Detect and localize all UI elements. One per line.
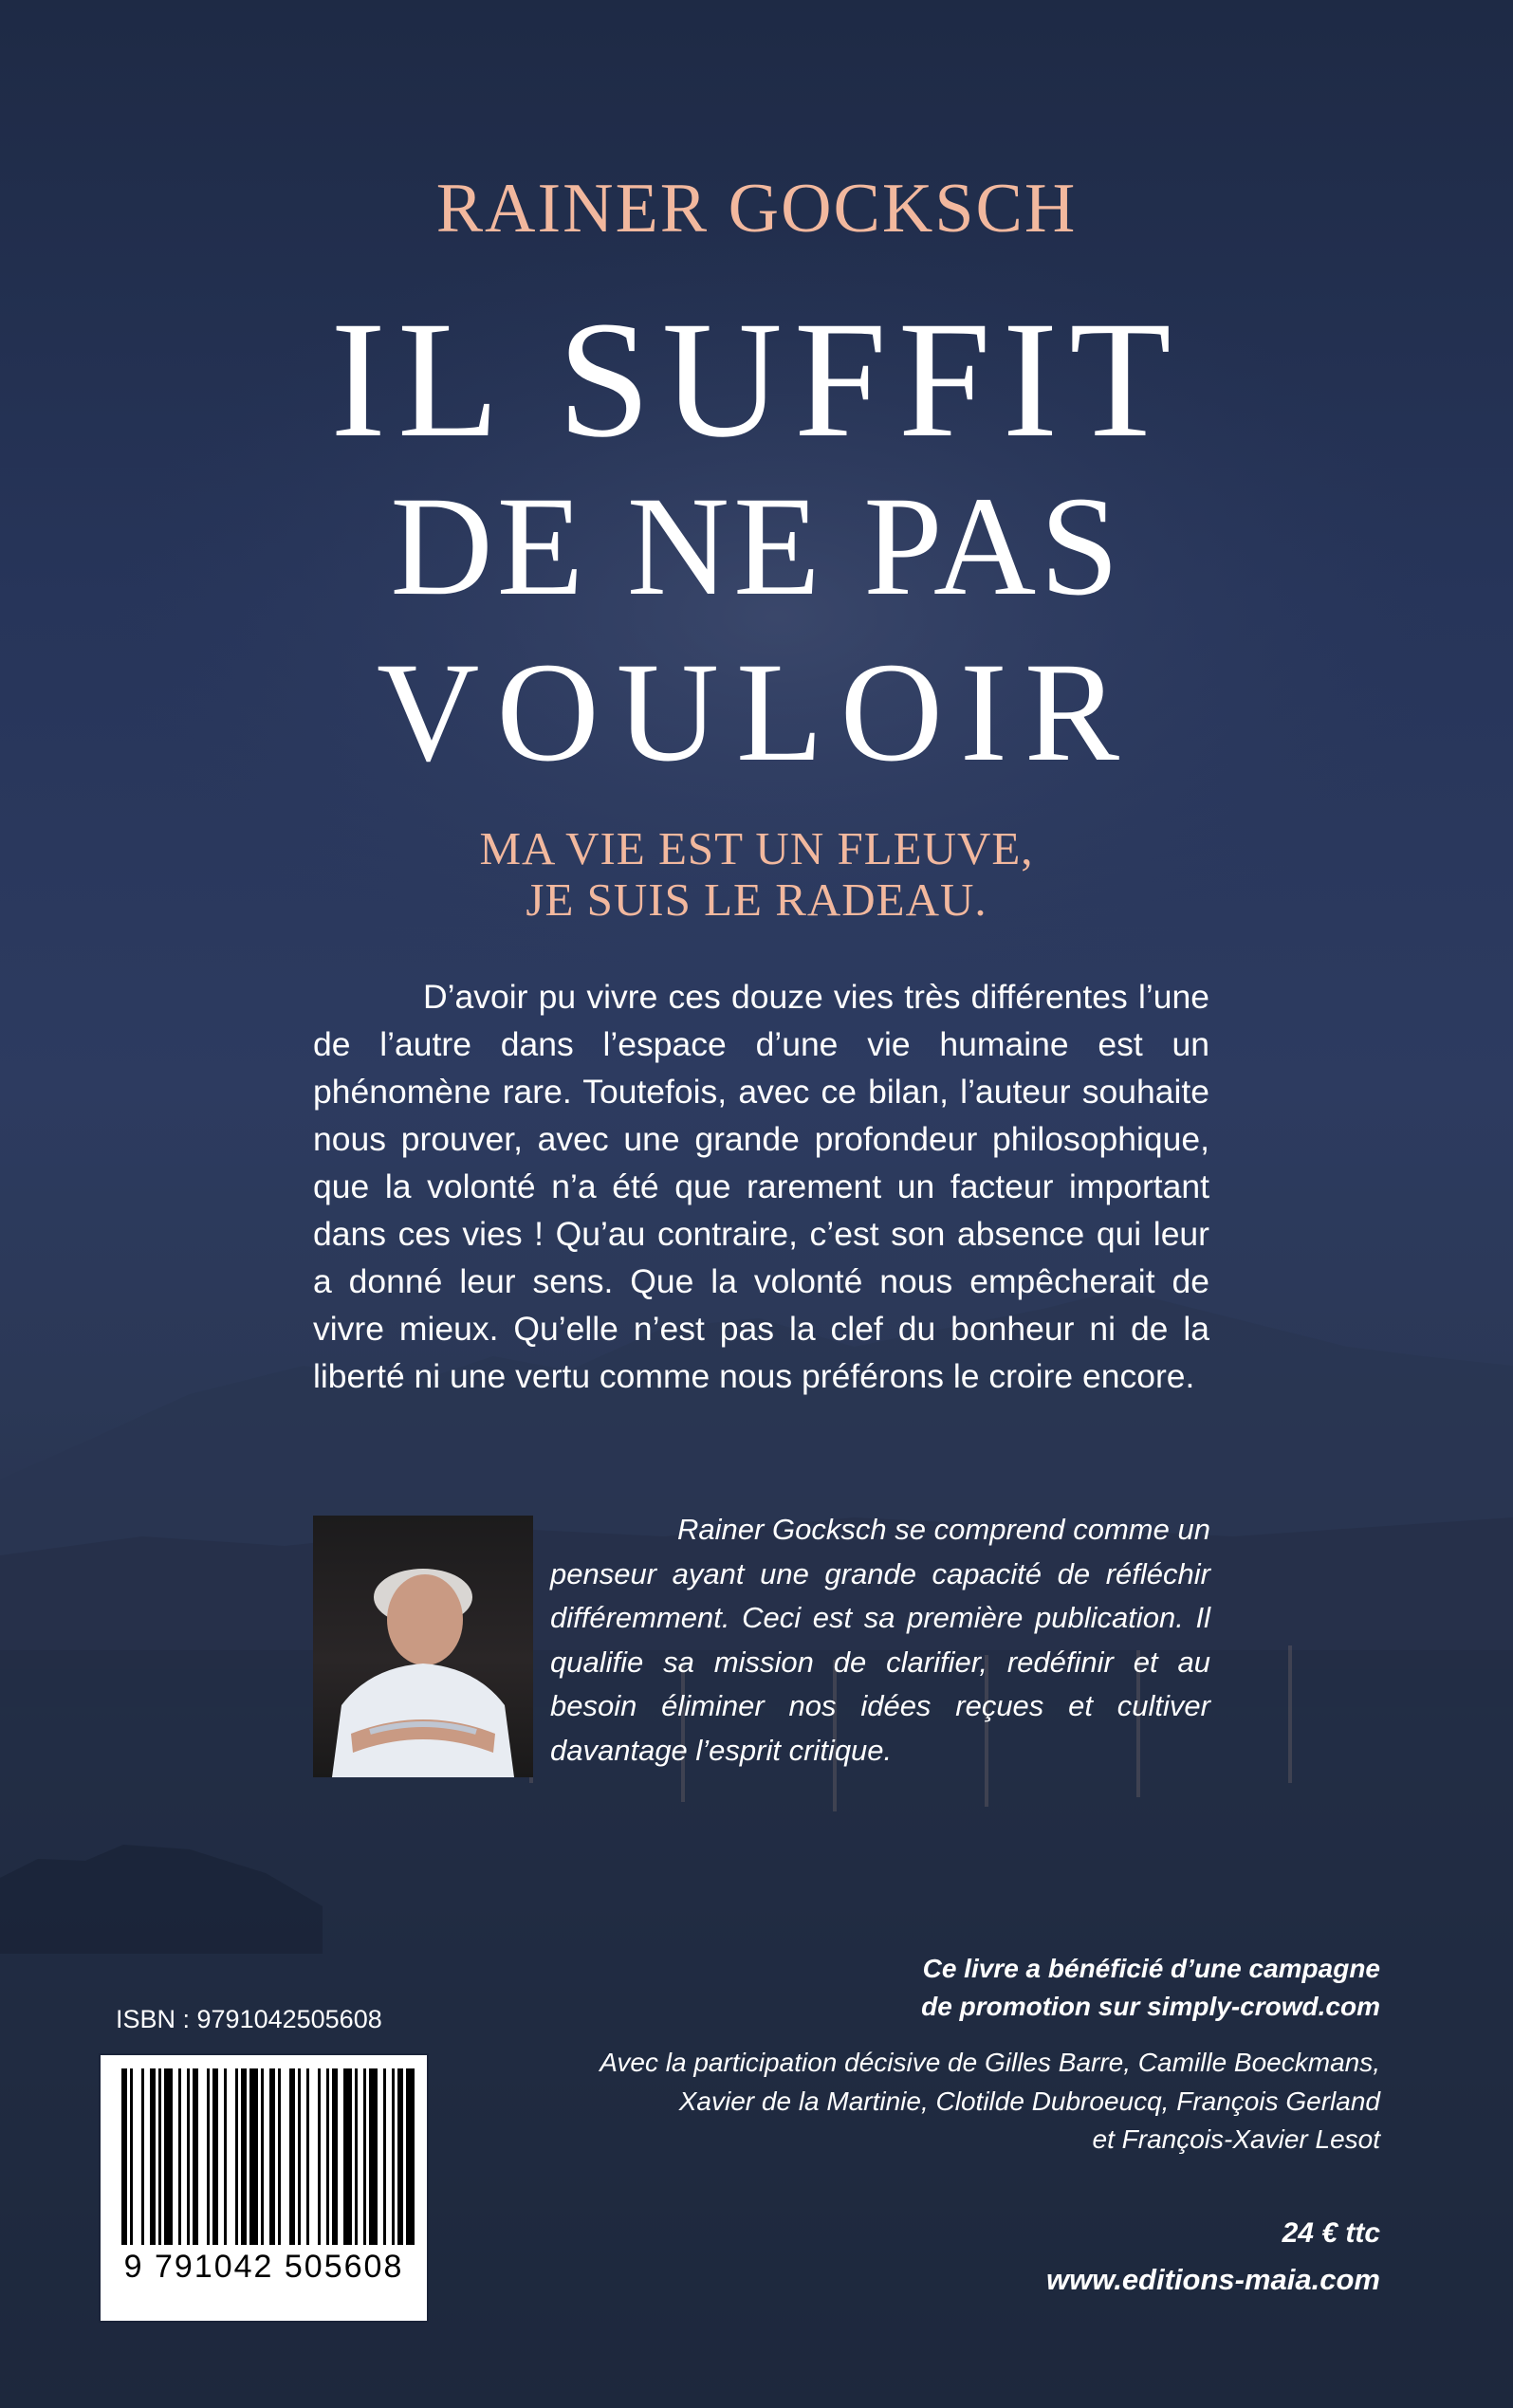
promo-line-1: Ce livre a bénéficié d’une campagne: [922, 1954, 1380, 1983]
barcode-bar: [164, 2068, 173, 2245]
barcode-bar: [235, 2068, 238, 2245]
barcode-bar: [318, 2068, 321, 2245]
barcode-bar: [392, 2068, 395, 2245]
price: 24 € ttc: [1282, 2217, 1380, 2249]
isbn: ISBN : 9791042505608: [116, 2005, 382, 2033]
barcode-bar: [224, 2068, 227, 2245]
barcode-bar: [363, 2068, 366, 2245]
barcode-bar: [241, 2068, 247, 2245]
barcode-bar: [383, 2068, 386, 2245]
barcode-bar: [406, 2068, 415, 2245]
barcode-bar: [289, 2068, 295, 2245]
barcode-bar: [150, 2068, 156, 2245]
barcode-bar: [178, 2068, 181, 2245]
barcode-bar: [369, 2068, 378, 2245]
barcode-bar: [158, 2068, 161, 2245]
barcode-bar: [343, 2068, 352, 2245]
barcode-bar: [141, 2068, 144, 2245]
barcode-bar: [269, 2068, 275, 2245]
barcode-bar: [130, 2068, 133, 2245]
barcode-bar: [121, 2068, 127, 2245]
barcode-bar: [298, 2068, 301, 2245]
book-title-line-1: IL SUFFIT: [330, 287, 1183, 472]
barcode-bar: [249, 2068, 258, 2245]
barcode-bar: [326, 2068, 329, 2245]
promo-line-2: de promotion sur simply-crowd.com: [921, 1992, 1380, 2021]
book-title-line-3: VOULOIR: [377, 634, 1136, 791]
barcode-bar: [306, 2068, 309, 2245]
subtitle-line-2: JE SUIS LE RADEAU.: [526, 873, 987, 926]
barcode-bar: [187, 2068, 190, 2245]
barcode-bar: [193, 2068, 198, 2245]
credits-line-1: Avec la participation décisive de Gilles Barre, Camille Boeckmans,: [600, 2048, 1380, 2077]
barcode-bar: [332, 2068, 338, 2245]
publisher-website: www.editions-maia.com: [1046, 2263, 1380, 2296]
author-bio: Rainer Gocksch se comprend comme un penseur ayant une grande capacité de réfléchir différemment. Ceci est sa première publication. Il qualifie sa mission de clarifier, redéfinir et au besoin éliminer nos idées reçues et cultiver davantage l’esprit critique.: [550, 1513, 1210, 1767]
barcode: [99, 2053, 429, 2323]
promo-note: [921, 1950, 1380, 2026]
barcode-bar: [397, 2068, 403, 2245]
barcode-bar: [207, 2068, 210, 2245]
barcode-bar: [212, 2068, 218, 2245]
barcode-bar: [278, 2068, 281, 2245]
barcode-digits: 9 791042 505608: [123, 2249, 404, 2285]
credits-line-3: et François-Xavier Lesot: [1092, 2124, 1380, 2154]
book-blurb: D’avoir pu vivre ces douze vies très différentes l’une de l’autre dans l’espace d’une vie humaine est un phénomène rare. Toutefois, avec ce bilan, l’auteur souhaite nous prouver, avec une grande profondeur philosophique, que la volonté n’a été que rarement un facteur important dans ces vies ! Qu’au contraire, c’est son absence qui leur a donné leur sens. Que la volonté nous empêcherait de vivre mieux. Qu’elle n’est pas la clef du bonheur ni de la liberté ni une vertu comme nous préférons le croire encore.: [313, 978, 1209, 1395]
barcode-bar: [355, 2068, 358, 2245]
credits: [600, 2044, 1380, 2160]
author-name: RAINER GOCKSCH: [435, 170, 1078, 248]
book-title-line-2: DE NE PAS: [390, 468, 1123, 625]
credits-line-2: Xavier de la Martinie, Clotilde Dubroeucq, François Gerland: [678, 2086, 1380, 2116]
author-photo: [313, 1516, 533, 1777]
subtitle-line-1: MA VIE EST UN FLEUVE,: [479, 822, 1034, 874]
barcode-bar: [261, 2068, 264, 2245]
